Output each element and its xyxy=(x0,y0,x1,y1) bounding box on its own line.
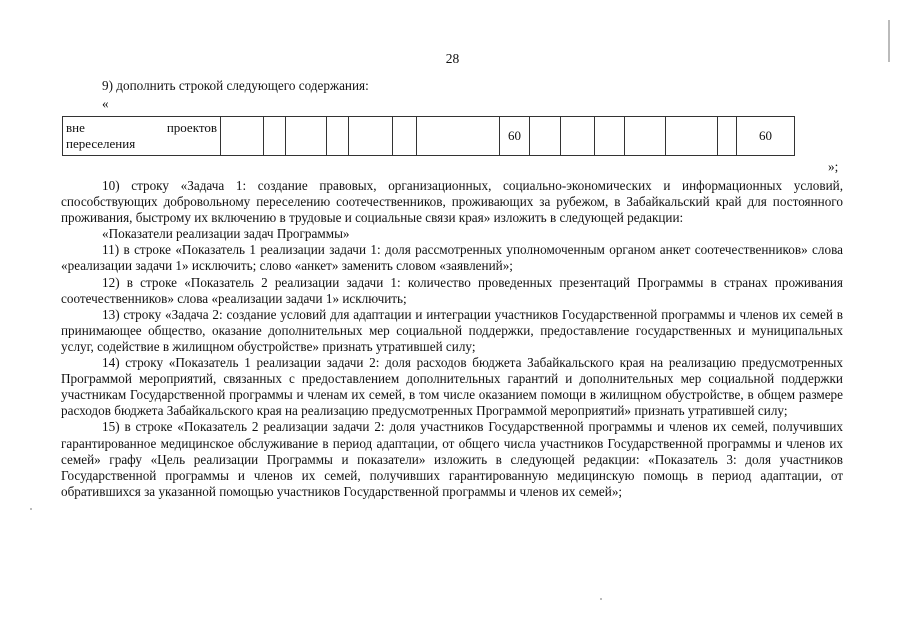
paragraph: 11) в строке «Показатель 1 реализации задачи 1: доля рассмотренных уполномоченным органом анкет соотечественников» слова «реализации задачи 1» исключить; слово «анкет» заменить словом «заявлений»; xyxy=(61,242,843,274)
empty-cell xyxy=(625,117,666,156)
page-number: 28 xyxy=(445,51,460,66)
inserted-row-table xyxy=(62,116,795,156)
document-body xyxy=(61,178,843,500)
close-quote: »; xyxy=(828,159,839,174)
paragraph: «Показатели реализации задач Программы» xyxy=(102,226,350,242)
paragraph: 12) в строке «Показатель 2 реализации задачи 1: количество проведенных презентаций Программы в странах проживания соотечественников» слова «реализации задачи 1» исключить; xyxy=(61,274,843,306)
scan-mark xyxy=(600,598,602,600)
empty-cell xyxy=(264,117,286,156)
row-label-part: переселения xyxy=(66,136,136,151)
scan-mark xyxy=(30,508,32,510)
empty-cell xyxy=(530,117,561,156)
row-label-part: вне xyxy=(66,120,85,135)
value-cell: 60 xyxy=(737,117,795,156)
empty-cell xyxy=(393,117,417,156)
empty-cell xyxy=(327,117,349,156)
paragraph: 13) строку «Задача 2: создание условий для адаптации и интеграции участников Государственной программы и членов их семей в принимающее общество, оказание дополнительных мер социальной поддержки, предоставление государственных и муниципальных услуг, содействие в жилищном обустройстве» признать утратившей силу; xyxy=(61,306,843,354)
paragraph: 10) строку «Задача 1: создание правовых, организационных, социально-экономических и информационных условий, способствующих добровольному переселению соотечественников, проживающих за рубежом, в Забайкальский край для постоянного проживания, быстрому их включению в трудовые и социальные связи края» изложить в следующей редакции: xyxy=(61,178,843,226)
empty-cell xyxy=(666,117,718,156)
empty-cell xyxy=(349,117,393,156)
empty-cell xyxy=(595,117,625,156)
table-row xyxy=(63,117,795,156)
intro-line: 9) дополнить строкой следующего содержания: xyxy=(102,78,369,93)
empty-cell xyxy=(221,117,264,156)
empty-cell xyxy=(417,117,500,156)
paragraph: 14) строку «Показатель 1 реализации задачи 2: доля расходов бюджета Забайкальского края на реализацию предусмотренных Программой мероприятий, связанных с предоставлением дополнительных гарантий и дополнительных мер социальной поддержки участникам Государственной программы и членам их семей, в том числе оказанием помощи в жилищном обустройстве, в общем размере расходов бюджета Забайкальского края на реализацию предусмотренных Программой мероприятий» признать утратившей силу; xyxy=(61,355,843,419)
paragraph: 15) в строке «Показатель 2 реализации задачи 2: доля участников Государственной программы и членов их семей, получивших гарантированное медицинское обслуживание в период адаптации, от общего числа участников Государственной программы и членов их семей» графу «Цель реализации Программы и показатели» изложить в следующей редакции: «Показатель 3: доля участников Государственной программы и членов их семей, получивших гарантированную медицинскую помощь в период адаптации, от обратившихся за указанной помощью участников Государственной программы и членов их семей»; xyxy=(61,419,843,499)
value-cell: 60 xyxy=(500,117,530,156)
open-quote: « xyxy=(102,96,109,111)
empty-cell xyxy=(561,117,595,156)
empty-cell xyxy=(718,117,737,156)
empty-cell xyxy=(286,117,327,156)
scan-mark xyxy=(888,20,890,62)
row-label-part: проектов xyxy=(166,120,217,135)
row-label-cell xyxy=(63,117,221,156)
